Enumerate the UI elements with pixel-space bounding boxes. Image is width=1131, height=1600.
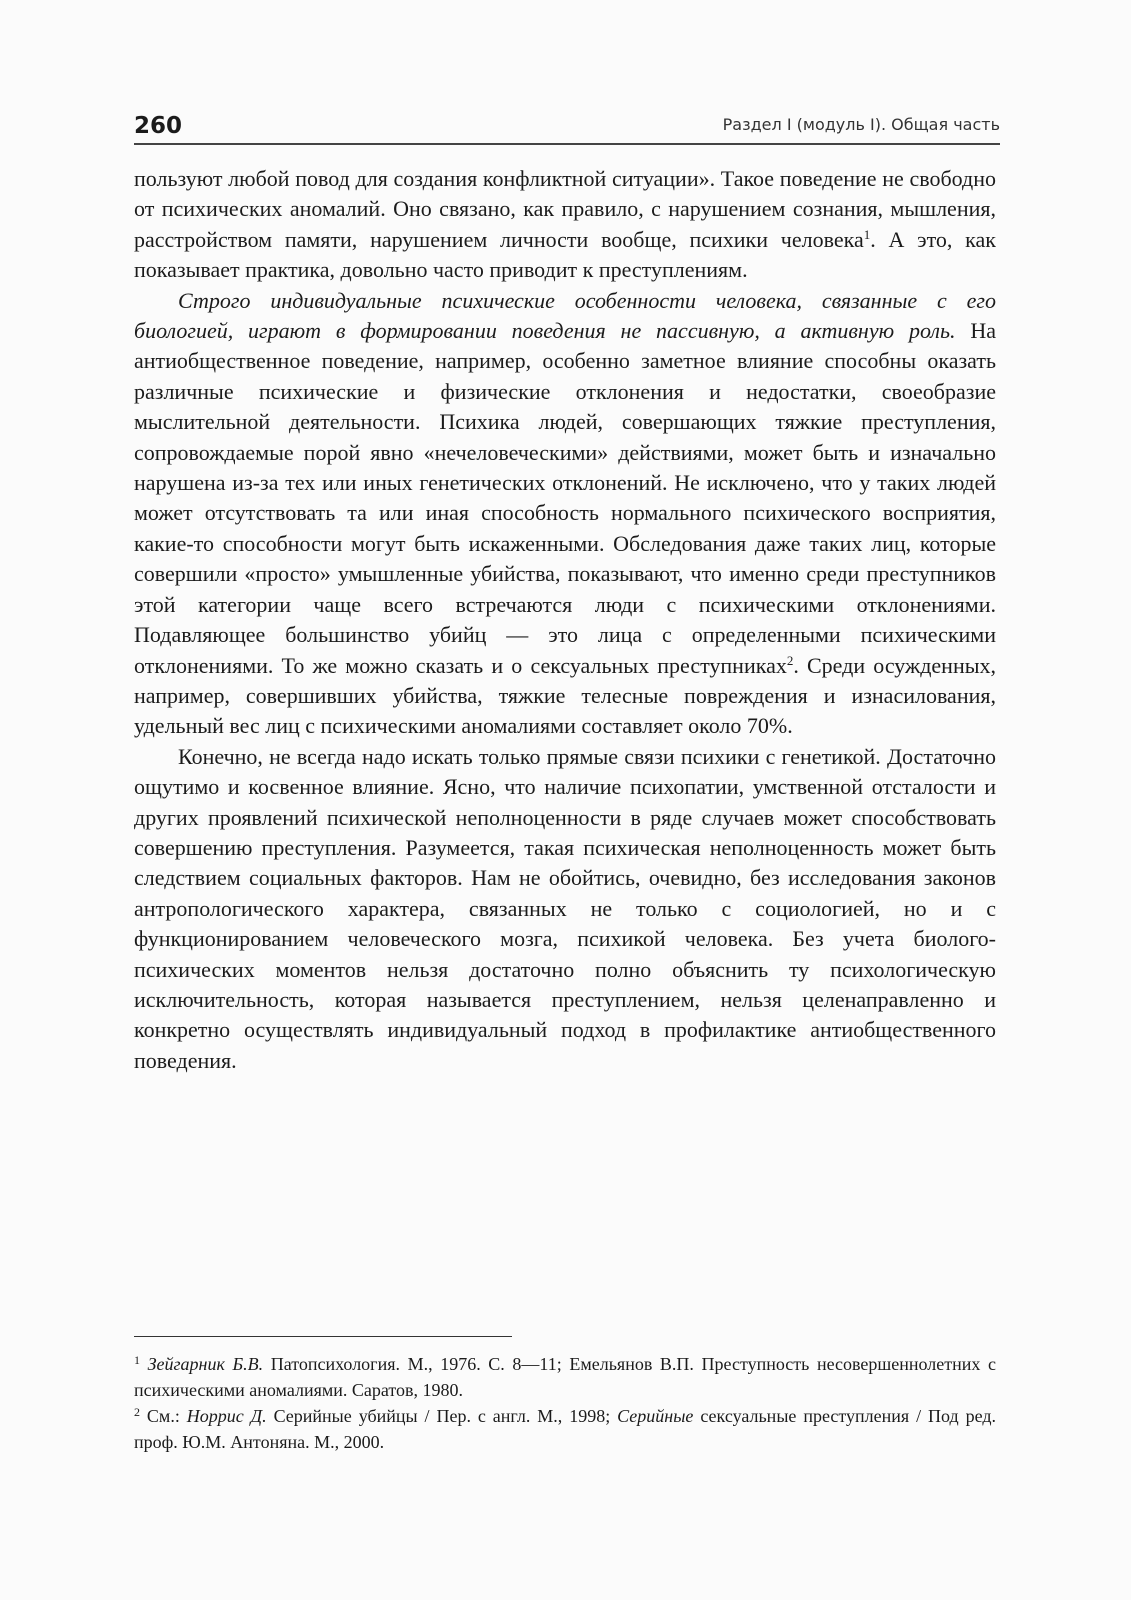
page-header <box>134 112 1000 144</box>
paragraph-1 <box>134 164 996 286</box>
footnote-2-prefix: См.: <box>140 1406 187 1426</box>
footnote-2-author: Норрис Д. <box>186 1406 267 1426</box>
footnote-2-text-b: сексуальные преступления / Под ред. проф. Ю.М. Антоняна. М., 2000. <box>134 1406 997 1452</box>
footnote-2 <box>134 1403 996 1455</box>
footnote-ref-1[interactable]: 1 <box>863 226 871 242</box>
paragraph-1-text: пользуют любой повод для создания конфликтной ситуации». Такое поведение не свободно от психических аномалий. Оно связано, как правило, с нарушением сознания, мышления, расстройством памяти, нарушением личности вообще, психики человека <box>134 166 996 252</box>
paragraph-2 <box>134 286 996 742</box>
footnote-1-mark: 1 <box>134 1353 140 1367</box>
footnote-1-text: Патопсихология. М., 1976. С. 8—11; Емельянов В.П. Преступность несовершеннолетних с психическими аномалиями. Саратов, 1980. <box>134 1354 996 1400</box>
footnote-ref-2[interactable]: 2 <box>786 652 794 668</box>
paragraph-2-text-b: . Среди осужденных, например, совершивших убийства, тяжкие телесные повреждения и изнасилования, удельный вес лиц с психическими аномалиями составляет около 70%. <box>134 652 996 739</box>
footnotes <box>134 1351 996 1455</box>
paragraph-2-italic: Строго индивидуальные психические особенности человека, связанные с его биологией, играют в формировании поведения не пассивную, а активную роль. <box>134 287 996 344</box>
paragraph-3: Конечно, не всегда надо искать только прямые связи психики с генетикой. Достаточно ощутимо и косвенное влияние. Ясно, что наличие психопатии, умственной отсталости и других проявлений психической неполноценности в ряде случаев может способствовать совершению преступления. Разумеется, такая психическая неполноценность может быть следствием социальных факторов. Нам не обойтись, очевидно, без исследования законов антропологического характера, связанных не только с социологией, но и с функционированием человеческого мозга, психикой человека. Без учета биолого-психических моментов нельзя достаточно полно объяснить ту психологическую исключительность, которая называется преступлением, нельзя целенаправленно и конкретно осуществлять индивидуальный подход в профилактике антиобщественного поведения. <box>134 743 996 1073</box>
running-head: Раздел I (модуль I). Общая часть <box>722 115 1000 134</box>
footnote-1-author: Зейгарник Б.В. <box>147 1354 264 1374</box>
page-number: 260 <box>134 113 183 139</box>
footnote-2-text-a: Серийные убийцы / Пер. с англ. М., 1998; <box>266 1406 618 1426</box>
header-rule <box>134 143 1000 145</box>
footnote-2-mark: 2 <box>134 1405 140 1419</box>
footnote-rule <box>134 1336 512 1337</box>
footnote-1 <box>134 1351 996 1403</box>
main-text <box>134 164 996 1076</box>
footnote-2-italic-b: Серийные <box>617 1406 694 1426</box>
paragraph-1-tail: . А это, как показывает практика, довольно часто приводит к преступлениям. <box>134 226 996 283</box>
paragraph-2-text-a: На антиобщественное поведение, например, особенно заметное влияние способны оказать различные психические и физические отклонения и недостатки, своеобразие мыслительной деятельности. Психика людей, совершающих тяжкие преступления, сопровождаемые порой явно «нечеловеческими» действиями, может быть и изначально нарушена из-за тех или иных генетических отклонений. Не исключено, что у таких людей может отсутствовать та или иная способность нормального психического восприятия, какие-то способности могут быть искаженными. Обследования даже таких лиц, которые совершили «просто» умышленные убийства, показывают, что именно среди преступников этой категории чаще всего встречаются люди с психическими отклонениями. Подавляющее большинство убийц — это лица с определенными психическими отклонениями. То же можно сказать и о сексуальных преступниках <box>134 318 996 678</box>
